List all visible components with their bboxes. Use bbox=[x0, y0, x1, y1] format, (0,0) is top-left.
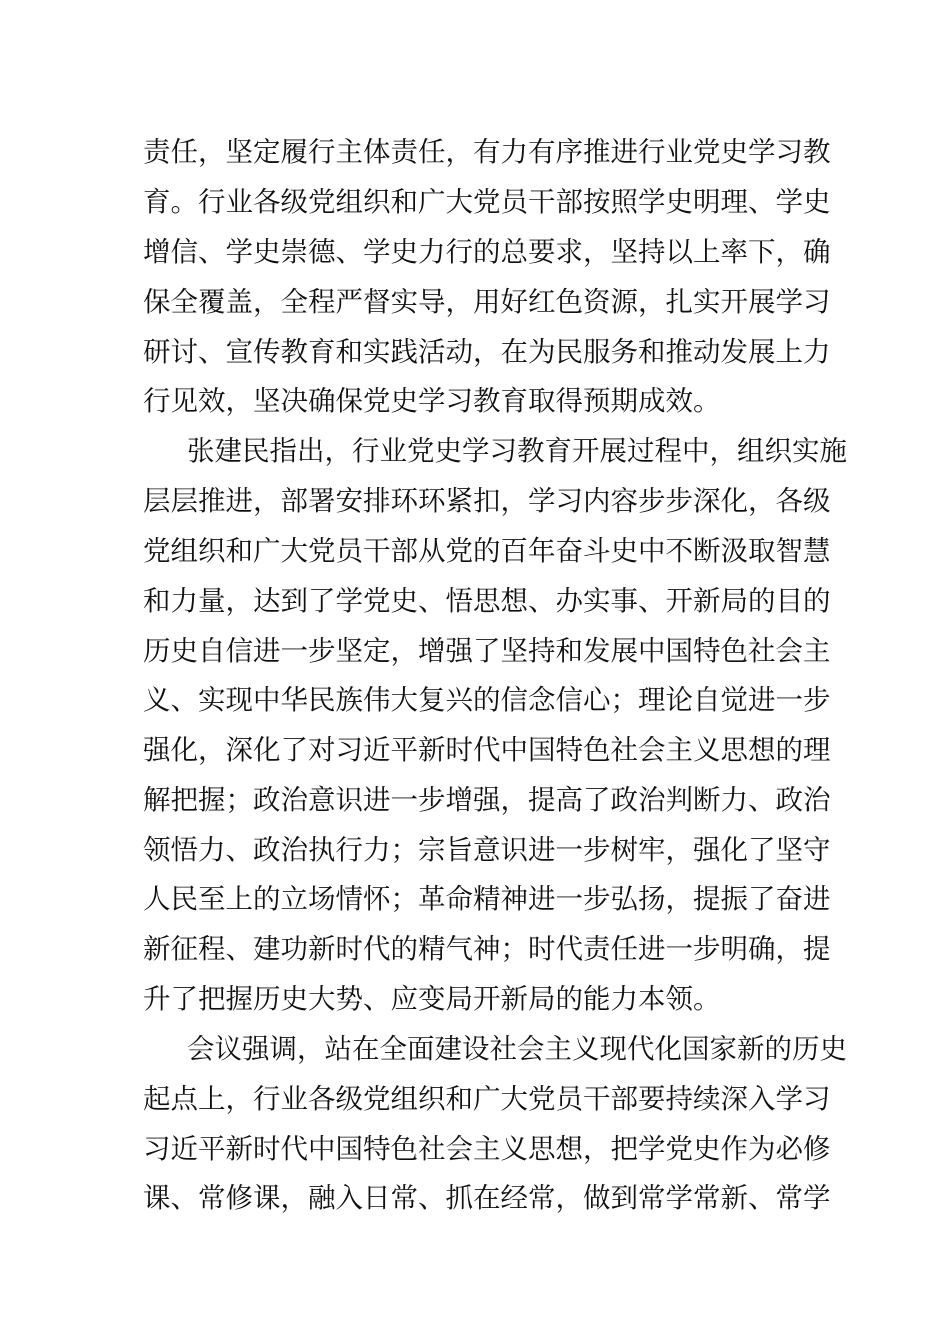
text-line: 育。行业各级党组织和广大党员干部按照学史明理、学史 bbox=[143, 186, 831, 218]
text-line: 增信、学史崇德、学史力行的总要求，坚持以上率下，确 bbox=[143, 236, 831, 268]
text-line: 新征程、建功新时代的精气神；时代责任进一步明确，提 bbox=[143, 933, 831, 965]
text-line: 义、实现中华民族伟大复兴的信念信心；理论自觉进一步 bbox=[143, 684, 831, 716]
text-line: 课、常修课，融入日常、抓在经常，做到常学常新、常学 bbox=[143, 1182, 831, 1214]
text-line: 和力量，达到了学党史、悟思想、办实事、开新局的目的 bbox=[143, 585, 831, 617]
text-line: 领悟力、政治执行力；宗旨意识进一步树牢，强化了坚守 bbox=[143, 834, 831, 866]
paragraph-first-line: 会议强调，站在全面建设社会主义现代化国家新的历史 bbox=[187, 1033, 847, 1065]
text-line: 升了把握历史大势、应变局开新局的能力本领。 bbox=[143, 983, 721, 1015]
paragraph-first-line: 张建民指出，行业党史学习教育开展过程中，组织实施 bbox=[187, 435, 847, 467]
text-line: 人民至上的立场情怀；革命精神进一步弘扬，提振了奋进 bbox=[143, 883, 831, 915]
text-line: 党组织和广大党员干部从党的百年奋斗史中不断汲取智慧 bbox=[143, 535, 831, 567]
text-line: 保全覆盖，全程严督实导，用好红色资源，扎实开展学习 bbox=[143, 286, 831, 318]
text-line: 习近平新时代中国特色社会主义思想，把学党史作为必修 bbox=[143, 1133, 831, 1165]
text-line: 责任，坚定履行主体责任，有力有序推进行业党史学习教 bbox=[143, 136, 831, 168]
text-line: 行见效，坚决确保党史学习教育取得预期成效。 bbox=[143, 385, 721, 417]
text-line: 解把握；政治意识进一步增强，提高了政治判断力、政治 bbox=[143, 784, 831, 816]
text-line: 历史自信进一步坚定，增强了坚持和发展中国特色社会主 bbox=[143, 635, 831, 667]
text-line: 强化，深化了对习近平新时代中国特色社会主义思想的理 bbox=[143, 734, 831, 766]
text-line: 层层推进，部署安排环环紧扣，学习内容步步深化，各级 bbox=[143, 485, 831, 517]
text-line: 起点上，行业各级党组织和广大党员干部要持续深入学习 bbox=[143, 1083, 831, 1115]
text-line: 研讨、宣传教育和实践活动，在为民服务和推动发展上力 bbox=[143, 336, 831, 368]
